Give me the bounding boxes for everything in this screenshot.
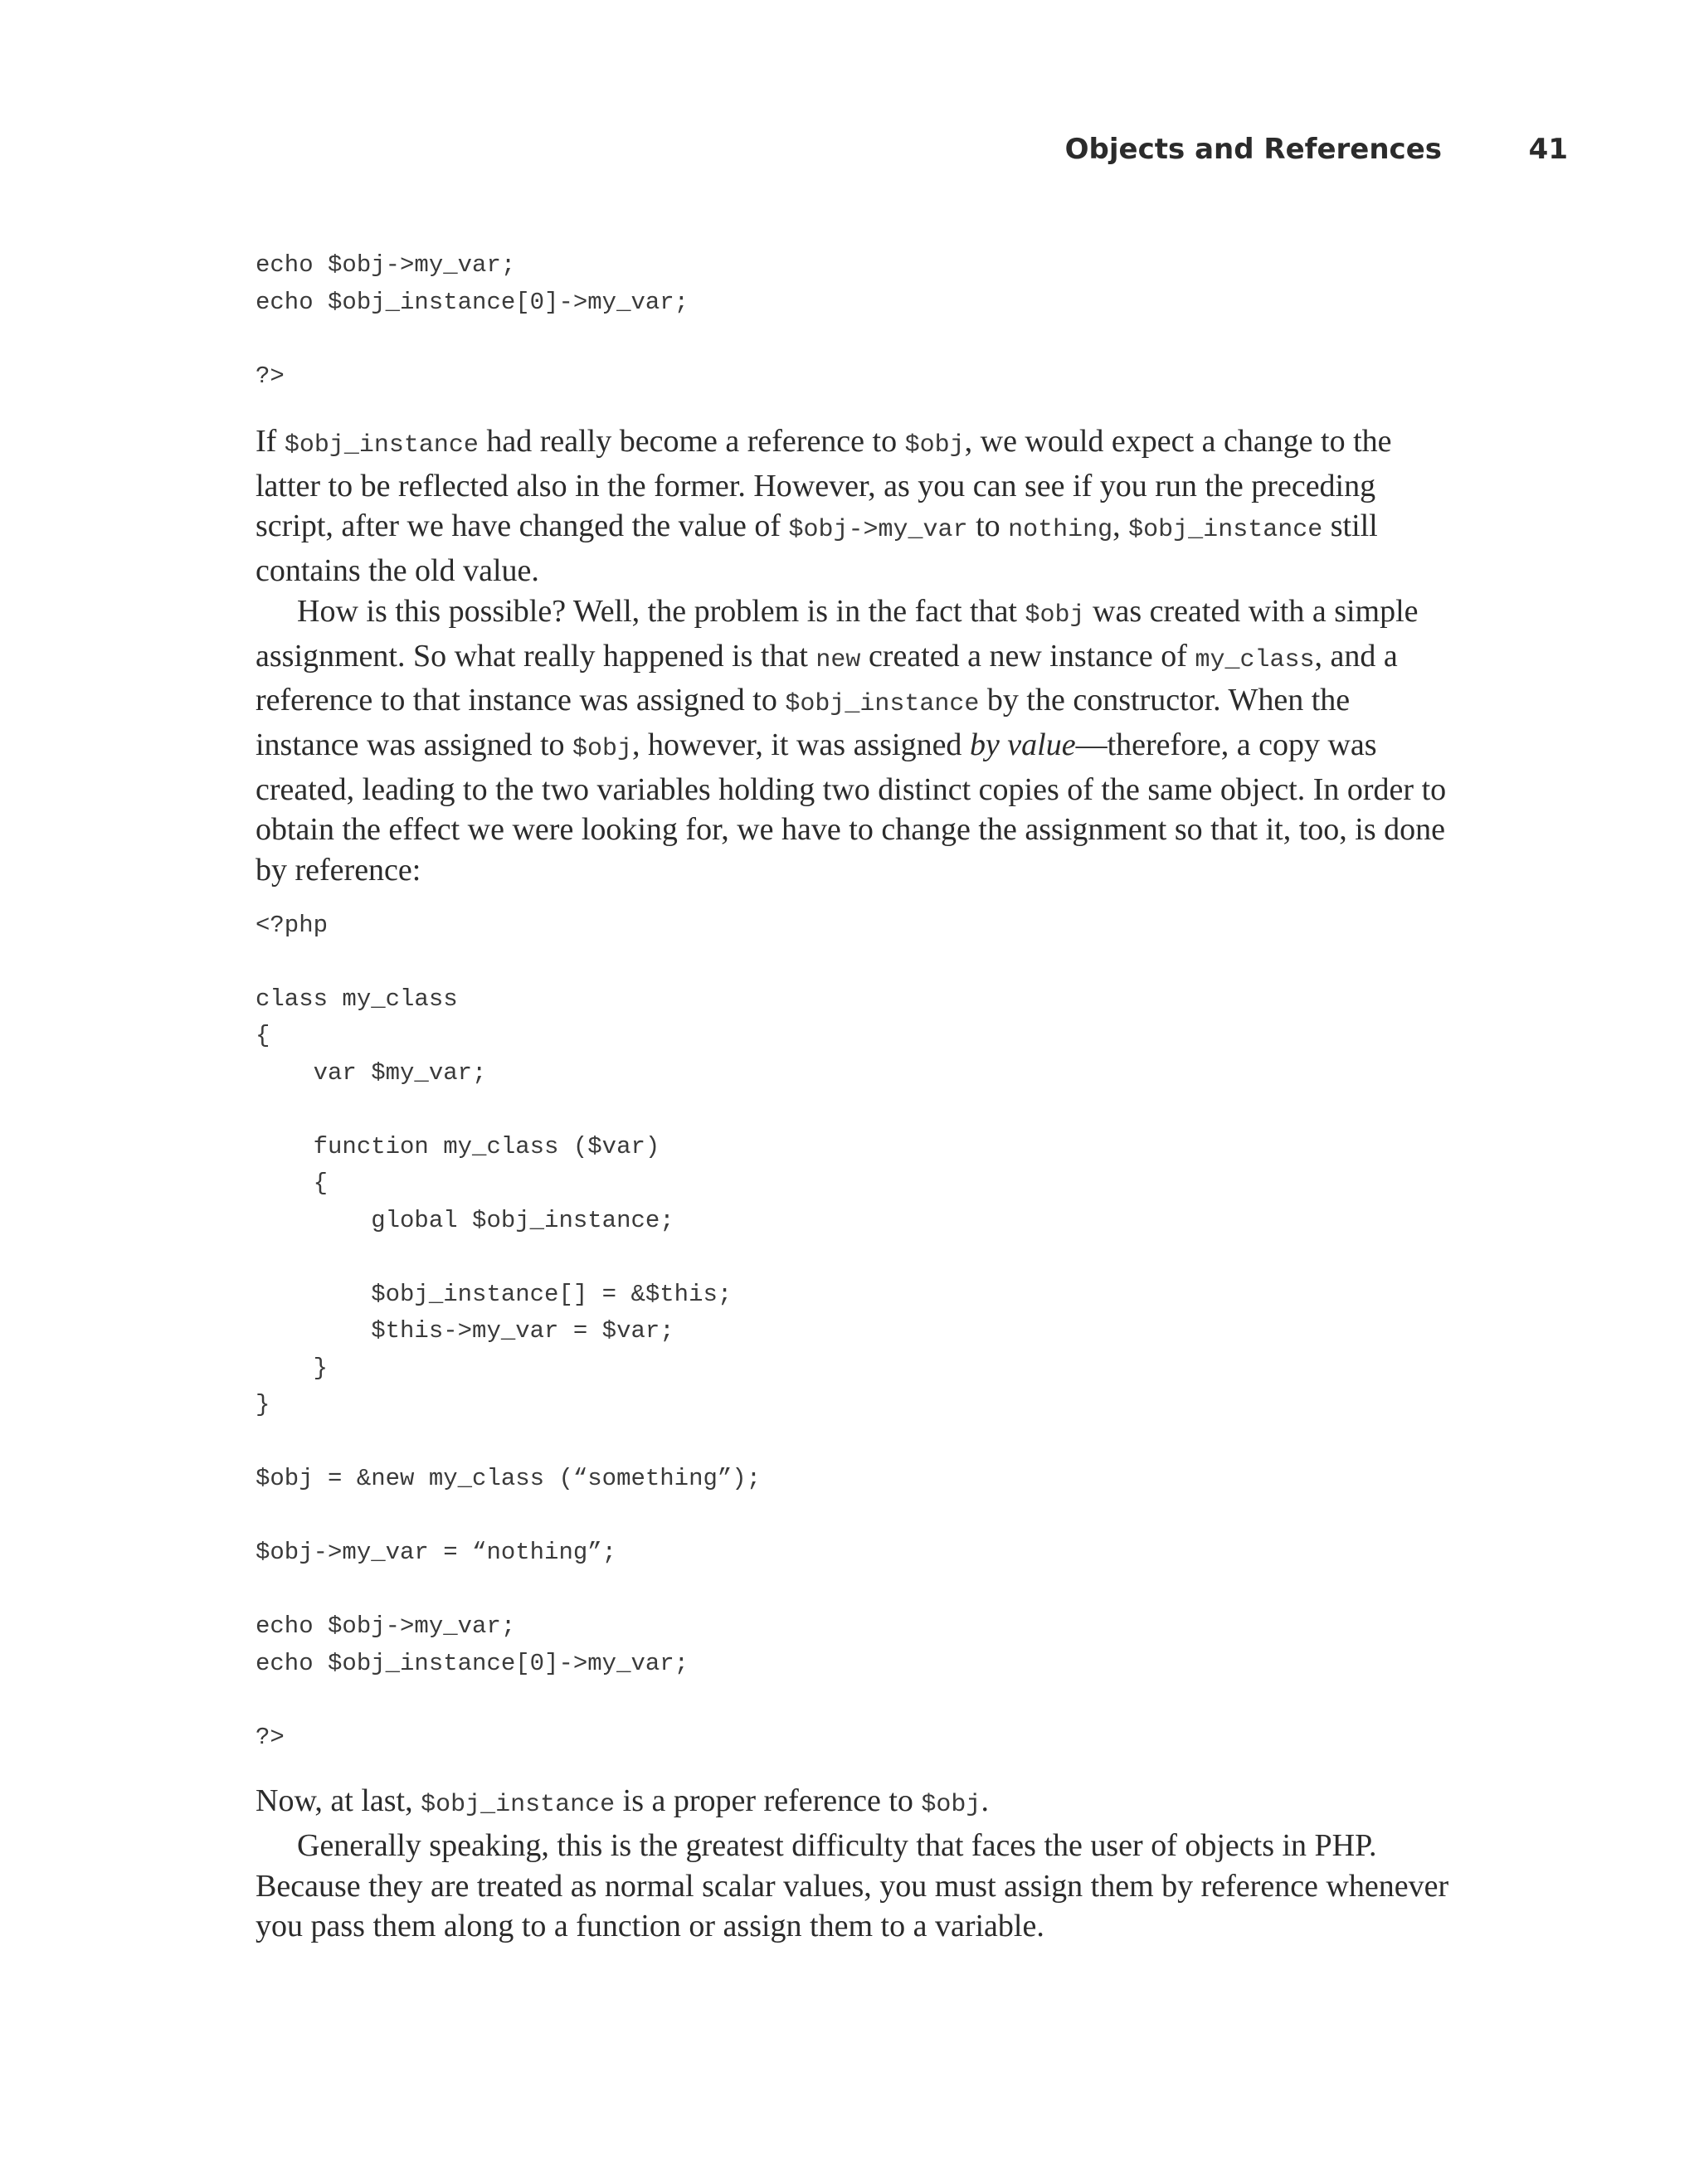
- text-run: created a new instance of: [860, 638, 1195, 674]
- code-block-main: <?php class my_class { var $my_var; function my_class ($var) { global $obj_instance; $obj_instance[] = &$this; $this->my_var = $var; } } $obj = &new my_class (“something”); $obj->my_var = “nothing”; echo $obj->my_var; echo $obj_instance[0]->my_var; ?>: [256, 911, 762, 1751]
- page-number: 41: [1528, 133, 1568, 166]
- text-run: —therefore, a copy was created, leading to the two variables holding two distinct copies of the same object. In order to obtain the effect we were looking for, we have to change the assignment so that it, too, is done by reference:: [256, 727, 1447, 888]
- paragraph-2: [256, 591, 1450, 891]
- text-run: , and a reference to that instance was assigned to: [256, 638, 1398, 718]
- text-run: by the constructor. When the instance was assigned to: [256, 683, 1351, 762]
- inline-code: $obj_instance: [284, 431, 479, 460]
- inline-code: $obj->my_var: [788, 516, 968, 545]
- text-run: still contains the old value.: [256, 508, 1378, 589]
- inline-code: my_class: [1195, 645, 1315, 674]
- text-run: Now, at last,: [256, 1783, 421, 1819]
- inline-code: nothing: [1008, 516, 1113, 545]
- code-block-top: echo $obj->my_var; echo $obj_instance[0]->my_var; ?>: [256, 251, 689, 390]
- paragraph-1: [256, 421, 1450, 591]
- text-run: , however, it was assigned: [632, 727, 970, 762]
- text-run: .: [981, 1783, 989, 1819]
- text-run: How is this possible? Well, the problem is in the fact that: [297, 593, 1025, 629]
- inline-code: $obj: [921, 1791, 981, 1820]
- inline-code: $obj_instance: [1128, 516, 1323, 545]
- text-run: , we would expect a change to the latter to be reflected also in the former. However, as you can see if you run the preceding script, after we have changed the value of: [256, 424, 1392, 544]
- paragraph-3: [256, 1781, 1450, 1826]
- inline-code: $obj: [1025, 601, 1085, 630]
- text-run: to: [967, 508, 1009, 544]
- inline-code: $obj: [904, 431, 965, 460]
- inline-code: $obj: [572, 734, 633, 763]
- emphasis: by value: [969, 727, 1076, 762]
- page-body: [256, 247, 1450, 1947]
- page-header: [0, 133, 1699, 174]
- inline-code: new: [815, 645, 861, 674]
- text-run: is a proper reference to: [615, 1783, 922, 1819]
- text-run: was created with a simple assignment. So what really happened is that: [256, 593, 1419, 674]
- text-run: had really become a reference to: [478, 424, 905, 459]
- text-run: ,: [1112, 508, 1129, 544]
- running-title: Objects and References: [1064, 133, 1442, 166]
- text-run: If: [256, 424, 285, 459]
- paragraph-4: Generally speaking, this is the greatest difficulty that faces the user of objects in PHP. Because they are treated as normal scalar values, you must assign them by reference whenever you pass them along to a function or assign them to a variable.: [256, 1827, 1449, 1944]
- inline-code: $obj_instance: [785, 690, 980, 719]
- inline-code: $obj_instance: [421, 1791, 616, 1820]
